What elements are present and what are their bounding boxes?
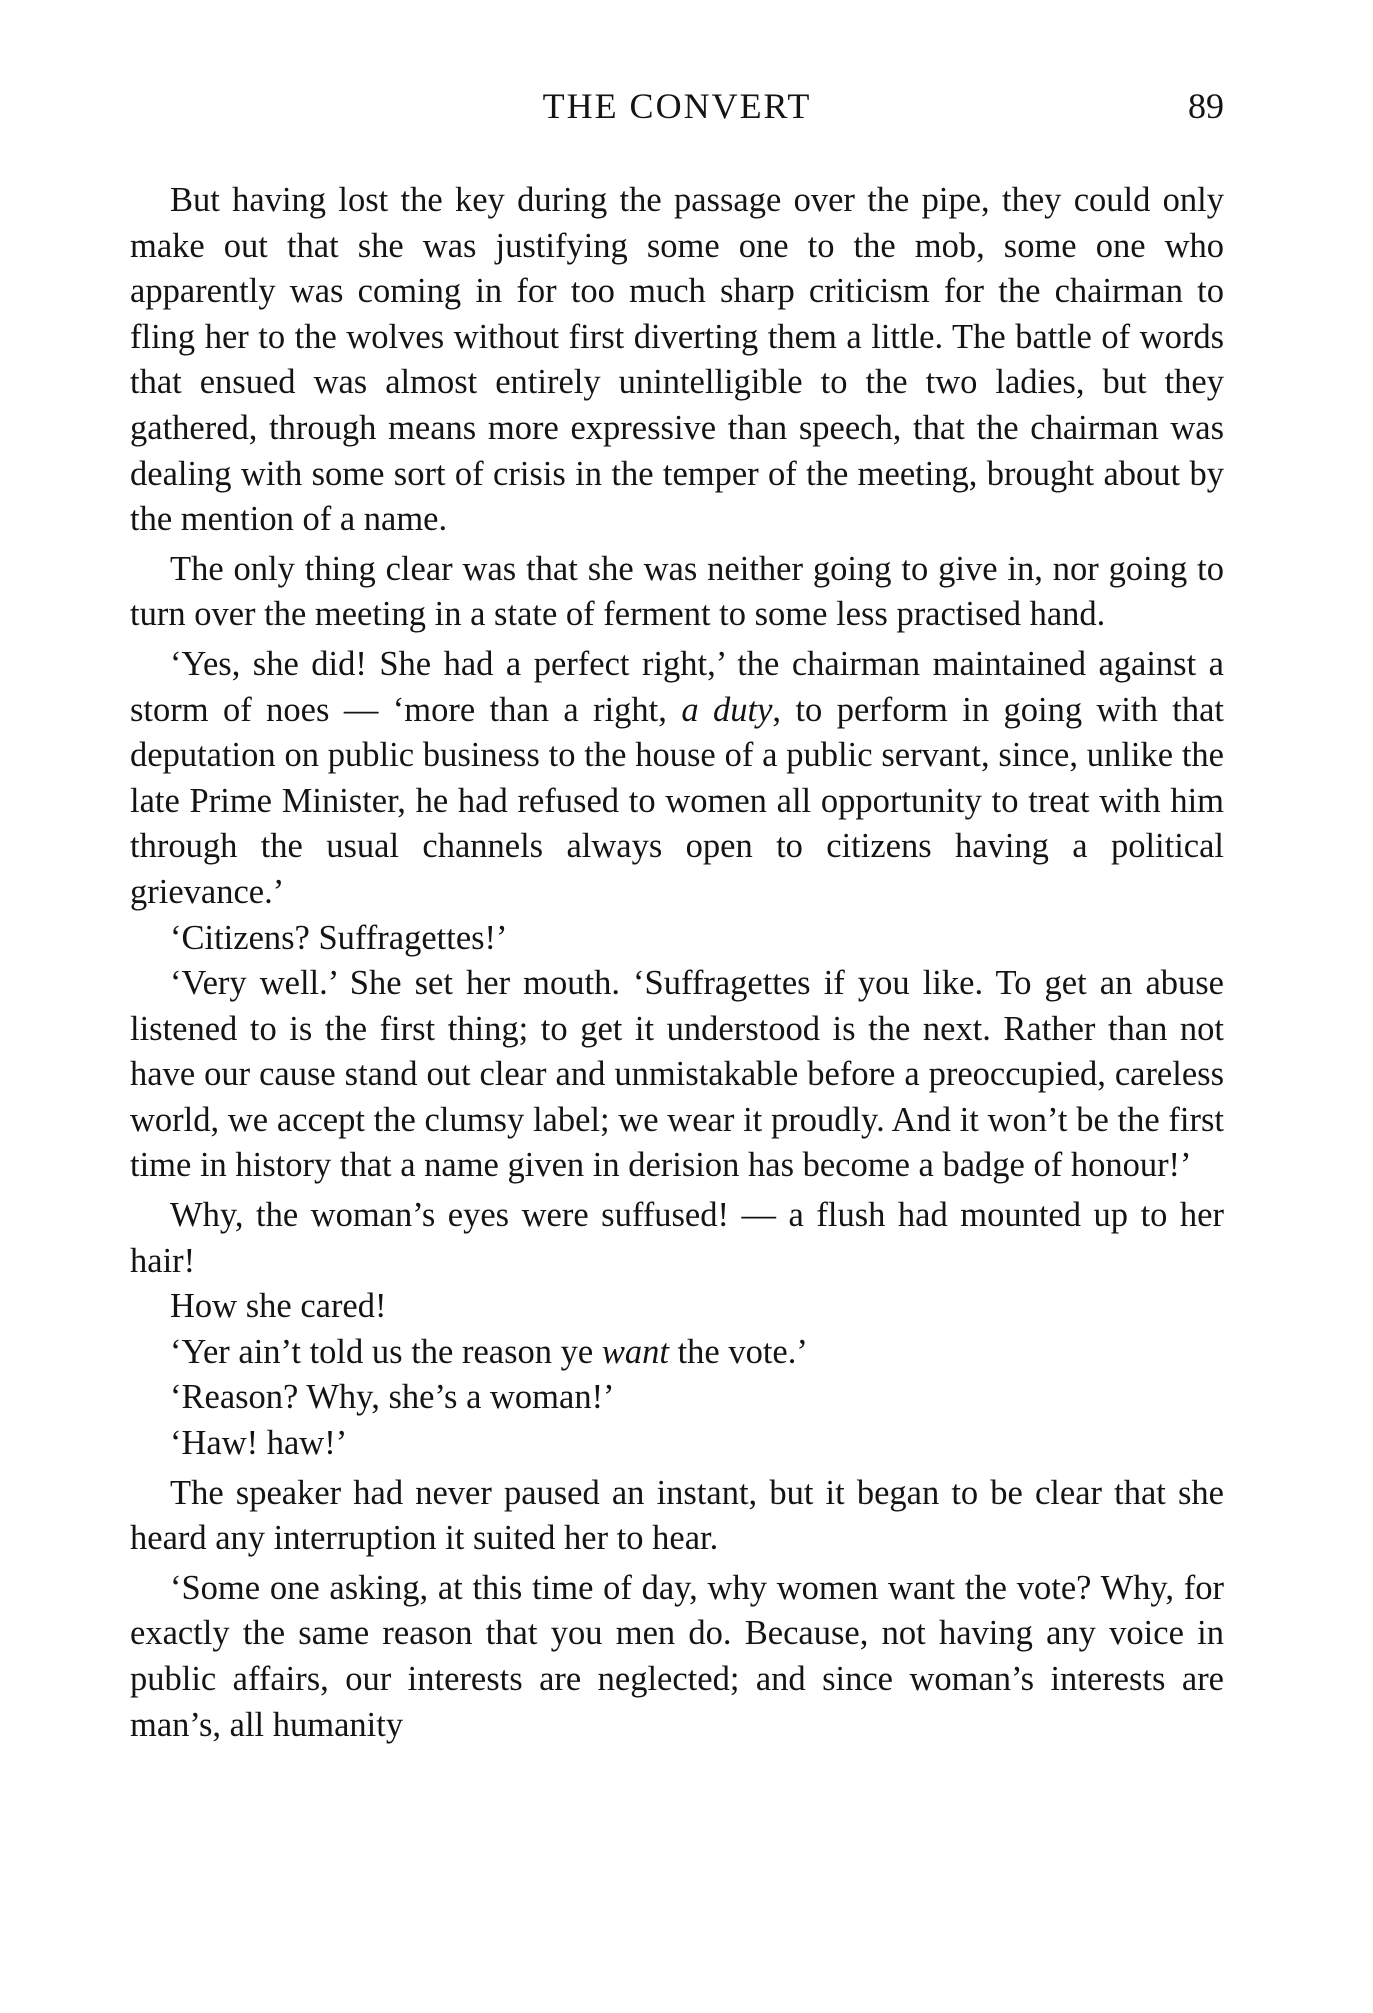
- paragraph-3: [130, 642, 1224, 916]
- paragraph-8: [130, 1330, 1224, 1376]
- paragraph-3-part-2: , to perform in going with that deputation on public business to the house of a public servant, since, unlike the late Prime Minister, he had refused to women all opportunity to treat with him through the usual channels always open to citizens having a political grievance.’: [130, 690, 1224, 911]
- paragraph-5: ‘Very well.’ She set her mouth. ‘Suffragettes if you like. To get an abuse listened to is the first thing; to get it understood is the next. Rather than not have our cause stand out clear and unmistakable before a preoccupied, careless world, we accept the clumsy label; we wear it proudly. And it won’t be the first time in history that a name given in derision has become a badge of honour!’: [130, 964, 1224, 1185]
- body-text: [130, 178, 1224, 1748]
- paragraph-10: ‘Haw! haw!’: [170, 1424, 348, 1463]
- paragraph-7: How she cared!: [170, 1287, 387, 1326]
- running-head: [130, 84, 1224, 128]
- paragraph-3-part-1: ‘Yes, she did! She had a perfect right,’ the chairman maintained against a storm of noes — ‘more than a right,: [130, 644, 1224, 729]
- paragraph-6: Why, the woman’s eyes were suffused! — a flush had mounted up to her hair!: [130, 1196, 1224, 1280]
- paragraph-1: But having lost the key during the passage over the pipe, they could only make out that she was justifying some one to the mob, some one who apparently was coming in for too much sharp criticism for the chairman to fling her to the wolves without first diverting them a little. The battle of words that ensued was almost entirely unintelligible to the two ladies, but they gathered, through means more expressive than speech, that the chairman was dealing with some sort of crisis in the temper of the meeting, brought about by the mention of a name.: [130, 181, 1224, 539]
- paragraph-9: ‘Reason? Why, she’s a woman!’: [170, 1378, 615, 1417]
- page-number: 89: [1188, 86, 1224, 126]
- paragraph-12: ‘Some one asking, at this time of day, why women want the vote? Why, for exactly the same reason that you men do. Because, not having any voice in public affairs, our interests are neglected; and since woman’s interests are man’s, all humanity: [130, 1568, 1224, 1744]
- running-title: THE CONVERT: [542, 86, 812, 126]
- emphasis-a-duty: a duty: [681, 690, 773, 729]
- paragraph-8-part-1: ‘Yer ain’t told us the reason ye: [170, 1332, 602, 1371]
- paragraph-11: The speaker had never paused an instant, but it began to be clear that she heard any interruption it suited her to hear.: [130, 1473, 1224, 1558]
- paragraph-4: ‘Citizens? Suffragettes!’: [170, 918, 508, 957]
- emphasis-want: want: [601, 1332, 669, 1371]
- paragraph-8-part-2: the vote.’: [668, 1332, 808, 1371]
- paragraph-2: The only thing clear was that she was neither going to give in, nor going to turn over the meeting in a state of ferment to some less practised hand.: [130, 549, 1224, 634]
